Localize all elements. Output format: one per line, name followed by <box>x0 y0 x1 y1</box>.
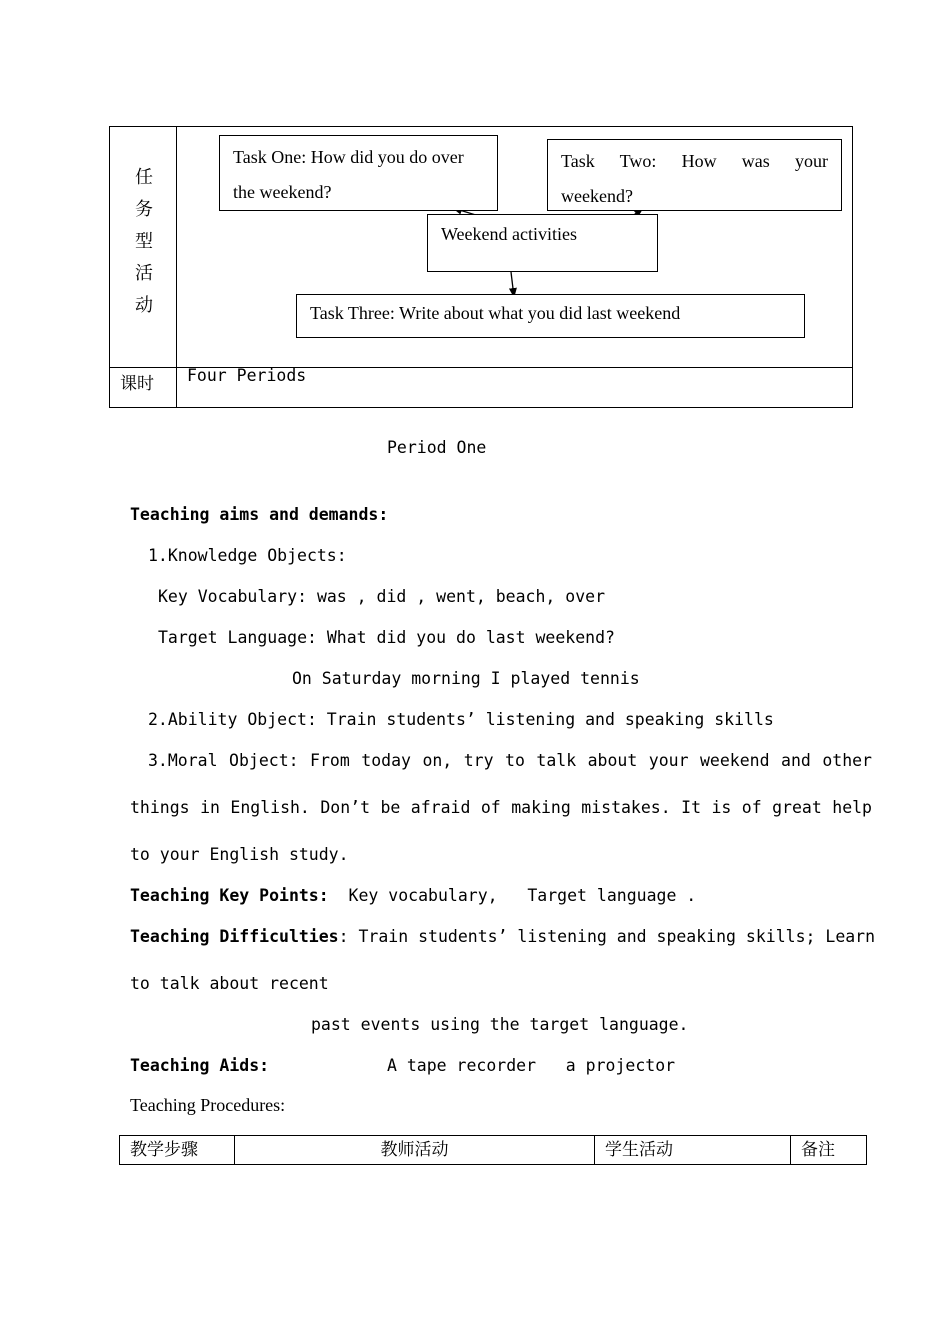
teaching-aids: Teaching Aids: <box>130 1056 270 1075</box>
teaching-aids-value: A tape recorder a projector <box>387 1056 676 1075</box>
task-activity-label: 任 务 型 活 动 <box>135 167 153 316</box>
task-one-box: Task One: How did you do over the weekend? <box>219 135 498 211</box>
period-count-label: 课时 <box>120 374 154 394</box>
header-step: 教学步骤 <box>120 1136 235 1164</box>
target-language-2: On Saturday morning I played tennis <box>292 669 640 688</box>
task-two-box: Task Two: How was your weekend? <box>547 139 842 211</box>
period-count-value: Four Periods <box>187 366 307 385</box>
moral-line-1: 3.Moral Object: From today on, try to talk about your weekend and other <box>148 751 872 770</box>
procedures-title: Teaching Procedures: <box>130 1095 286 1115</box>
key-points: Teaching Key Points: Key vocabulary, Target language . <box>130 886 697 905</box>
aims-heading: Teaching aims and demands: <box>130 505 389 524</box>
procedure-table-header <box>119 1135 867 1165</box>
moral-line-2: things in English. Don’t be afraid of making mistakes. It is of great help <box>130 798 872 817</box>
header-notes: 备注 <box>801 1140 835 1160</box>
difficulties-line-1: Teaching Difficulties: Train students’ listening and speaking skills; Learn <box>130 927 876 946</box>
weekend-activities-box: Weekend activities <box>427 214 658 272</box>
period-title: Period One <box>387 438 487 457</box>
target-language-1: Target Language: What did you do last weekend? <box>158 628 615 647</box>
ability-object: 2.Ability Object: Train students’ listening and speaking skills <box>148 710 774 729</box>
moral-line-3: to your English study. <box>130 845 349 864</box>
header-teacher-activity: 教师活动 <box>235 1136 595 1164</box>
difficulties-line-3: past events using the target language. <box>311 1015 689 1034</box>
task-three-box: Task Three: Write about what you did last weekend <box>296 294 805 338</box>
header-student-activity: 学生活动 <box>595 1136 791 1164</box>
key-vocabulary: Key Vocabulary: was , did , went, beach, over <box>158 587 606 606</box>
difficulties-line-2: to talk about recent <box>130 974 329 993</box>
knowledge-heading: 1.Knowledge Objects: <box>148 546 347 565</box>
